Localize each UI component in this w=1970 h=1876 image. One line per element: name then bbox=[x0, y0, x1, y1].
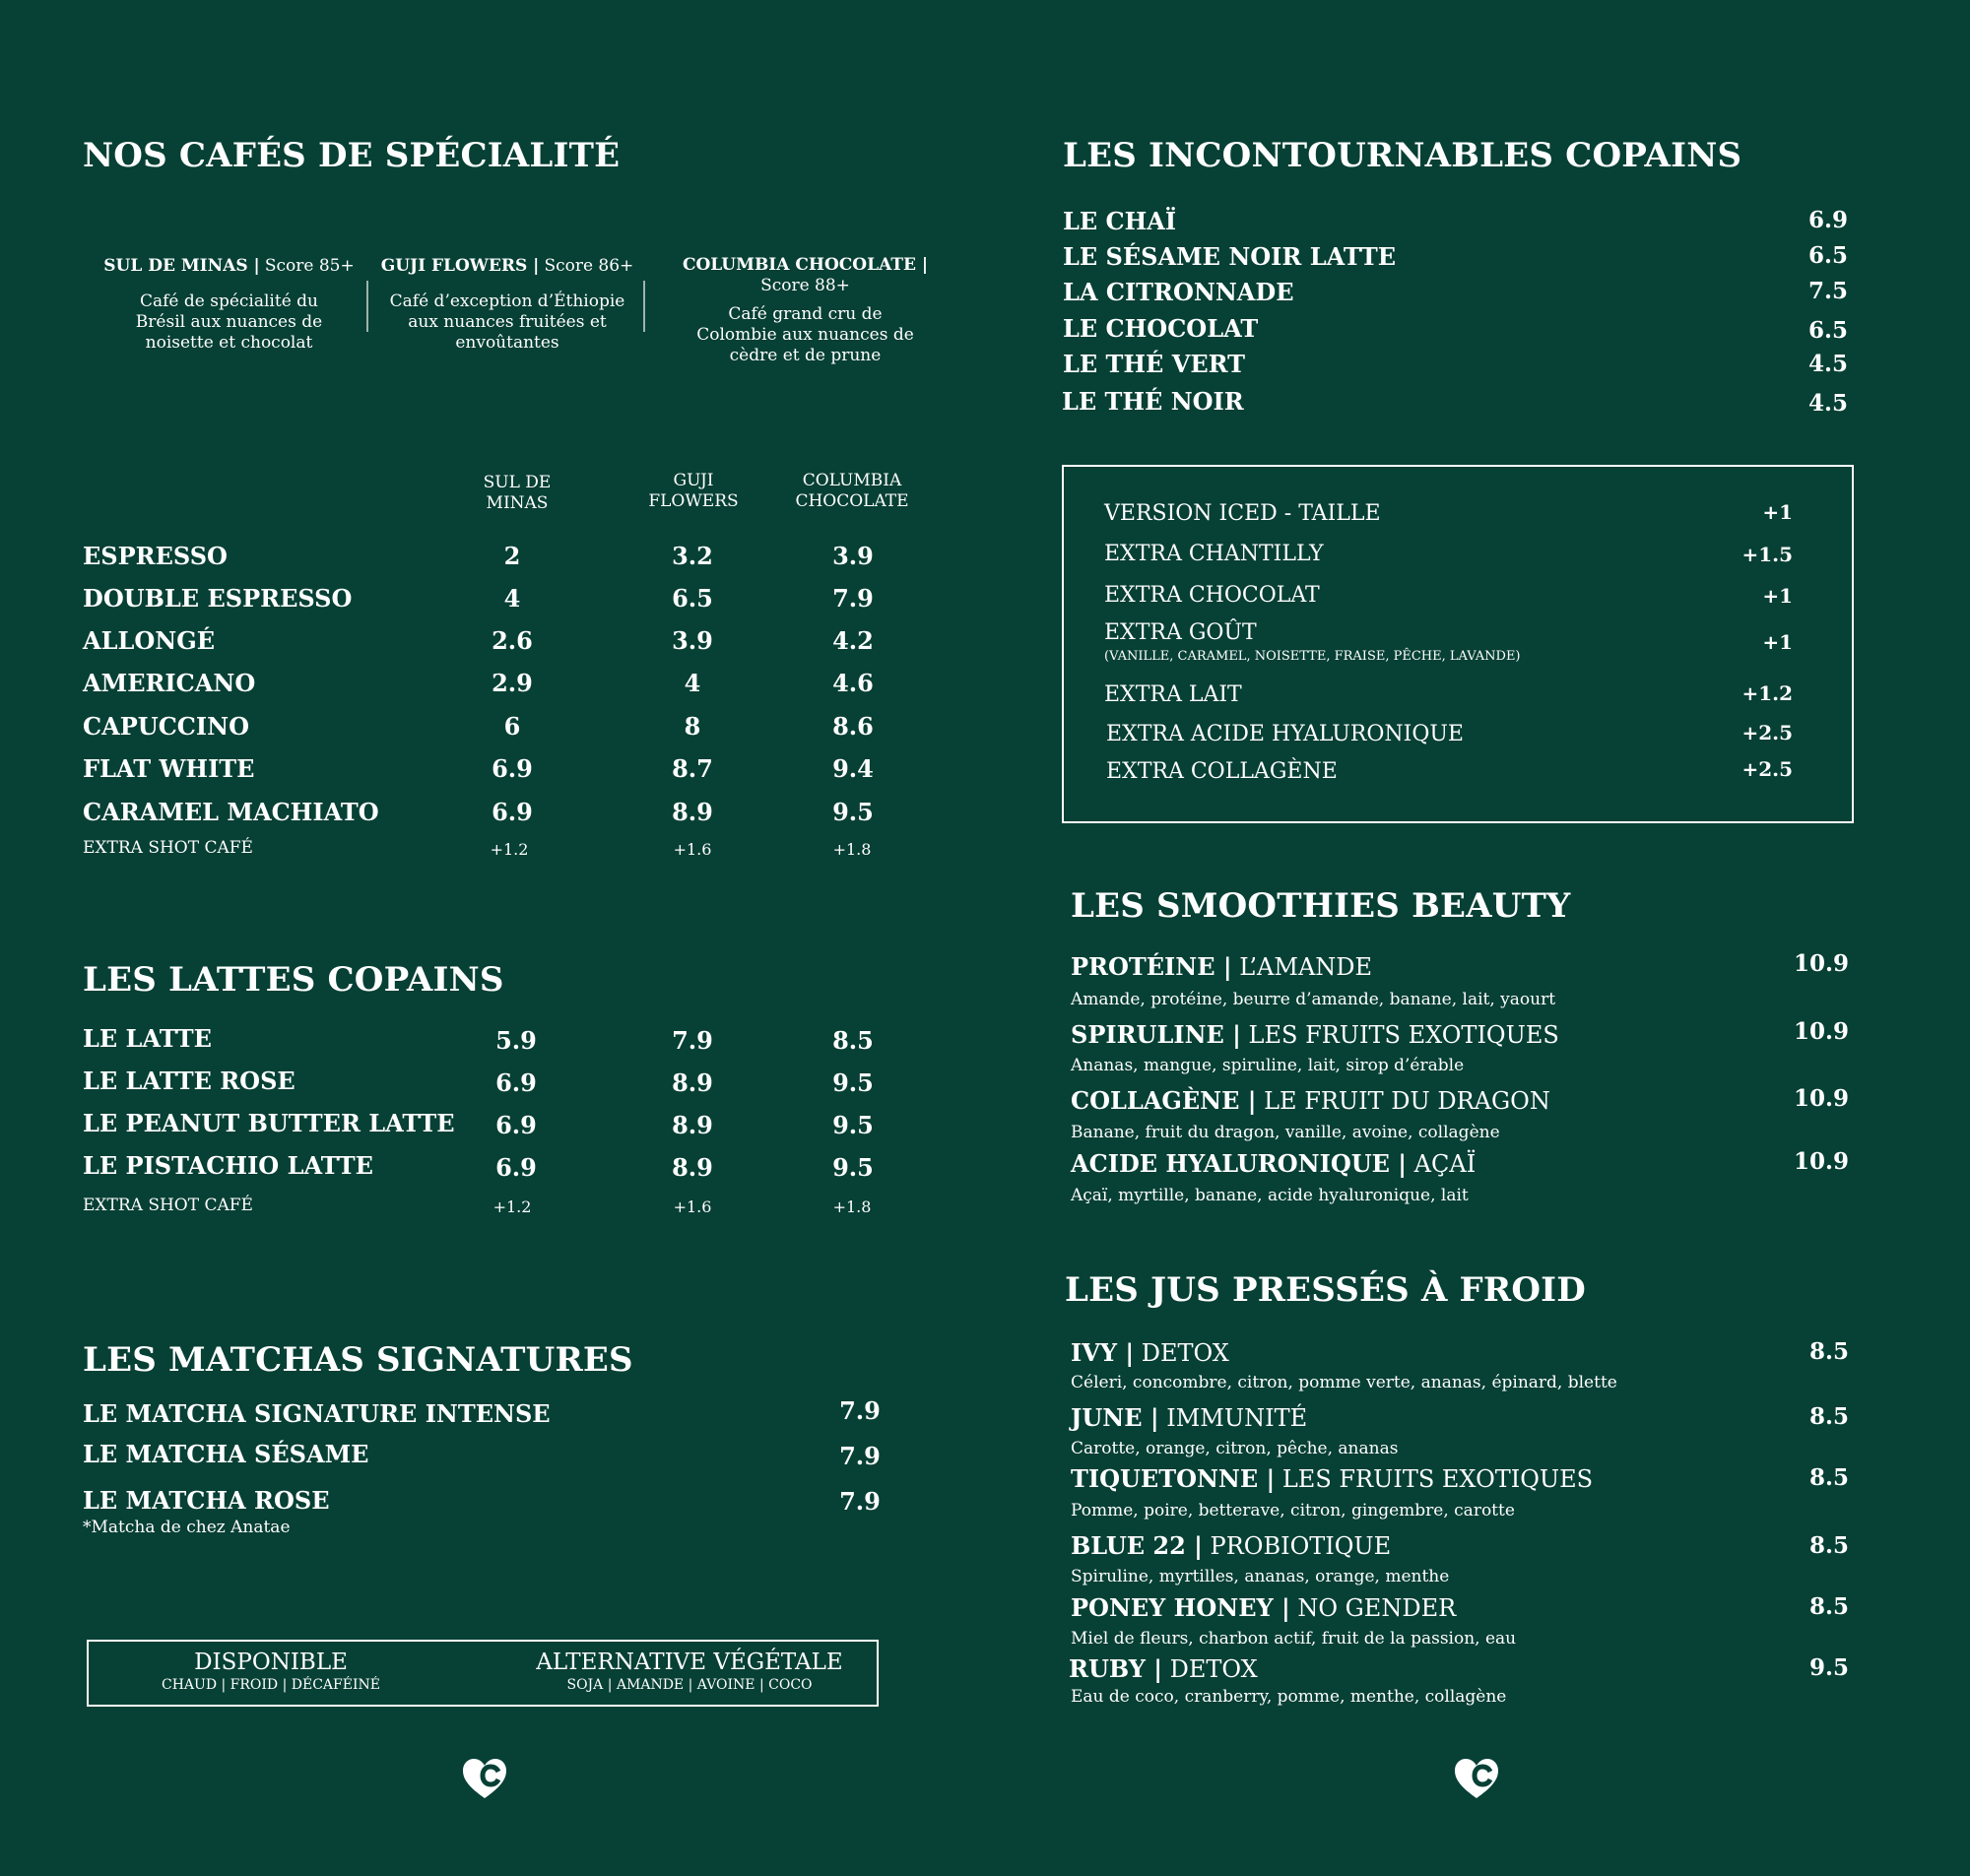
extra-name: EXTRA ACIDE HYALURONIQUE bbox=[1106, 722, 1464, 746]
smoothie-desc: Ananas, mangue, spiruline, lait, sirop d’érable bbox=[1071, 1056, 1465, 1075]
coffee-price: 8 bbox=[684, 712, 701, 741]
coffee-price: 2.9 bbox=[492, 669, 533, 697]
juice-name-bold: BLUE 22 | bbox=[1071, 1531, 1203, 1560]
latte-price: 6.9 bbox=[495, 1068, 537, 1097]
latte-price: 8.9 bbox=[672, 1153, 713, 1182]
coffee-price: 8.9 bbox=[672, 798, 713, 826]
matcha-price: 7.9 bbox=[839, 1442, 881, 1470]
coffee-price: 4 bbox=[503, 584, 521, 613]
latte-price: 9.5 bbox=[832, 1153, 874, 1182]
origin-desc-line: Colombie aux nuances de bbox=[696, 325, 914, 345]
smoothie-price: 10.9 bbox=[1793, 1085, 1849, 1112]
coffee-price: 6.9 bbox=[492, 754, 533, 783]
juice-price: 8.5 bbox=[1808, 1403, 1849, 1430]
coffee-price: 6.9 bbox=[492, 798, 533, 826]
drink-price: 6.9 bbox=[1807, 207, 1848, 233]
smoothie-name bbox=[1071, 1086, 1550, 1115]
juice-name-bold: IVY | bbox=[1071, 1338, 1135, 1367]
extra-shot-price: +1.8 bbox=[832, 1197, 872, 1216]
smoothie-desc: Amande, protéine, beurre d’amande, banane, lait, yaourt bbox=[1071, 990, 1556, 1009]
heart-c-logo-icon bbox=[1453, 1757, 1500, 1800]
smoothie-desc: Banane, fruit du dragon, vanille, avoine, collagène bbox=[1071, 1123, 1500, 1142]
origin-name: GUJI FLOWERS | bbox=[380, 256, 540, 276]
origin-name: SUL DE MINAS | bbox=[103, 256, 260, 276]
coffee-name: CARAMEL MACHIATO bbox=[83, 798, 379, 826]
juice-name-rest: IMMUNITÉ bbox=[1158, 1404, 1308, 1432]
heart-c-logo-icon bbox=[461, 1757, 508, 1800]
column-header-line: MINAS bbox=[486, 493, 549, 513]
latte-name: LE LATTE ROSE bbox=[83, 1067, 296, 1095]
juice-name-bold: RUBY | bbox=[1069, 1654, 1162, 1683]
juice-name bbox=[1071, 1338, 1229, 1367]
latte-name: LE PISTACHIO LATTE bbox=[83, 1151, 373, 1180]
coffee-price: 3.9 bbox=[672, 626, 713, 655]
drink-name: LE THÉ VERT bbox=[1063, 350, 1246, 378]
specialty-title: NOS CAFÉS DE SPÉCIALITÉ bbox=[83, 136, 621, 175]
extra-name: EXTRA LAIT bbox=[1104, 682, 1242, 707]
smoothie-name bbox=[1071, 1149, 1476, 1178]
latte-price: 6.9 bbox=[495, 1111, 537, 1139]
coffee-name: ALLONGÉ bbox=[83, 626, 216, 655]
origin-desc-line: Café d’exception d’Éthiopie bbox=[389, 291, 625, 311]
coffee-name: AMERICANO bbox=[83, 669, 256, 697]
extra-price: +1.5 bbox=[1741, 543, 1793, 566]
drink-name: LA CITRONNADE bbox=[1063, 278, 1294, 306]
drink-price: 4.5 bbox=[1807, 390, 1848, 417]
extra-shot-label: EXTRA SHOT CAFÉ bbox=[83, 1196, 253, 1215]
extra-name: VERSION ICED - TAILLE bbox=[1104, 501, 1381, 526]
juice-name bbox=[1071, 1403, 1307, 1432]
juice-name bbox=[1071, 1531, 1391, 1560]
juice-name-rest: DETOX bbox=[1134, 1339, 1229, 1367]
availability-title: DISPONIBLE bbox=[194, 1650, 348, 1675]
latte-price: 9.5 bbox=[832, 1111, 874, 1139]
coffee-name: DOUBLE ESPRESSO bbox=[83, 584, 353, 613]
smoothie-price: 10.9 bbox=[1793, 1148, 1849, 1175]
column-header-columbia-chocolate bbox=[773, 471, 931, 512]
latte-price: 9.5 bbox=[832, 1068, 874, 1097]
drink-price: 6.5 bbox=[1807, 242, 1848, 269]
extra-price: +2.5 bbox=[1741, 721, 1793, 744]
origin-score: Score 86+ bbox=[544, 256, 634, 276]
latte-price: 6.9 bbox=[495, 1153, 537, 1182]
origin-columbia-chocolate bbox=[665, 255, 946, 366]
column-header-sul-de-minas bbox=[438, 473, 596, 514]
juice-price: 8.5 bbox=[1808, 1593, 1849, 1620]
origin-desc-line: aux nuances fruitées et bbox=[408, 312, 607, 332]
coffee-price: 8.7 bbox=[672, 754, 713, 783]
latte-price: 8.9 bbox=[672, 1068, 713, 1097]
coffee-price: 6.5 bbox=[672, 584, 713, 613]
extra-shot-price: +1.6 bbox=[673, 840, 712, 859]
matcha-price: 7.9 bbox=[839, 1396, 881, 1425]
coffee-price: 9.5 bbox=[832, 798, 874, 826]
latte-price: 5.9 bbox=[495, 1026, 537, 1055]
juice-desc: Eau de coco, cranberry, pomme, menthe, collagène bbox=[1071, 1687, 1507, 1707]
extra-name: EXTRA CHANTILLY bbox=[1104, 542, 1324, 566]
juice-price: 8.5 bbox=[1808, 1532, 1849, 1559]
incontournables-title: LES INCONTOURNABLES COPAINS bbox=[1063, 136, 1742, 175]
smoothie-name-rest: AÇAÏ bbox=[1407, 1150, 1477, 1178]
juice-name-bold: JUNE | bbox=[1071, 1403, 1159, 1432]
drink-name: LE SÉSAME NOIR LATTE bbox=[1063, 242, 1397, 271]
column-header-line: COLUMBIA bbox=[802, 471, 902, 490]
juice-desc: Pomme, poire, betterave, citron, gingembre, carotte bbox=[1071, 1501, 1515, 1520]
extra-price: +1 bbox=[1762, 630, 1793, 654]
origin-desc-line: noisette et chocolat bbox=[145, 333, 313, 353]
availability-hot-cold bbox=[89, 1650, 453, 1693]
coffee-price: 4 bbox=[684, 669, 701, 697]
smoothies-title: LES SMOOTHIES BEAUTY bbox=[1071, 886, 1571, 926]
smoothie-name-bold: ACIDE HYALURONIQUE | bbox=[1071, 1149, 1408, 1178]
coffee-price: 3.9 bbox=[832, 542, 874, 570]
coffee-name: CAPUCCINO bbox=[83, 712, 249, 741]
smoothie-name bbox=[1071, 1020, 1559, 1049]
juice-name-bold: PONEY HONEY | bbox=[1071, 1593, 1290, 1622]
juice-name-bold: TIQUETONNE | bbox=[1071, 1464, 1276, 1493]
smoothie-name-bold: SPIRULINE | bbox=[1071, 1020, 1241, 1049]
extra-price: +1 bbox=[1762, 584, 1793, 608]
column-header-line: GUJI bbox=[673, 471, 714, 490]
extra-price: +2.5 bbox=[1741, 757, 1793, 781]
origin-desc-line: Brésil aux nuances de bbox=[135, 312, 323, 332]
drink-price: 6.5 bbox=[1807, 317, 1848, 344]
origin-guji-flowers bbox=[379, 255, 635, 354]
smoothie-price: 10.9 bbox=[1793, 1018, 1849, 1045]
matchas-title: LES MATCHAS SIGNATURES bbox=[83, 1340, 633, 1380]
column-header-line: SUL DE bbox=[483, 473, 552, 492]
origin-score: Score 85+ bbox=[264, 256, 355, 276]
latte-price: 7.9 bbox=[672, 1026, 713, 1055]
juice-price: 8.5 bbox=[1808, 1338, 1849, 1365]
drink-name: LE THÉ NOIR bbox=[1062, 387, 1244, 416]
availability-box bbox=[87, 1640, 879, 1707]
latte-price: 8.9 bbox=[672, 1111, 713, 1139]
origin-sul-de-minas bbox=[103, 255, 355, 354]
column-header-guji-flowers bbox=[615, 471, 772, 512]
drink-price: 7.5 bbox=[1807, 278, 1848, 304]
origin-divider bbox=[366, 281, 368, 332]
coffee-price: 9.4 bbox=[832, 754, 874, 783]
extra-flavours: (VANILLE, CARAMEL, NOISETTE, FRAISE, PÊCHE, LAVANDE) bbox=[1104, 649, 1521, 664]
origin-desc-line: Café de spécialité du bbox=[139, 291, 318, 311]
matcha-name: LE MATCHA SÉSAME bbox=[83, 1440, 369, 1468]
coffee-price: 4.2 bbox=[832, 626, 874, 655]
column-header-line: FLOWERS bbox=[648, 491, 739, 511]
juice-name-rest: DETOX bbox=[1161, 1655, 1258, 1683]
coffee-name: FLAT WHITE bbox=[83, 754, 255, 783]
smoothie-name-rest: LES FRUITS EXOTIQUES bbox=[1240, 1021, 1559, 1049]
juice-price: 9.5 bbox=[1808, 1654, 1849, 1681]
availability-subtitle: CHAUD | FROID | DÉCAFÉINÉ bbox=[162, 1677, 380, 1693]
coffee-price: 3.2 bbox=[672, 542, 713, 570]
jus-title: LES JUS PRESSÉS À FROID bbox=[1065, 1270, 1586, 1310]
juice-name-rest: PROBIOTIQUE bbox=[1202, 1532, 1392, 1560]
drink-price: 4.5 bbox=[1807, 351, 1848, 377]
latte-name: LE LATTE bbox=[83, 1024, 212, 1053]
origin-divider bbox=[643, 281, 645, 332]
smoothie-name-bold: COLLAGÈNE | bbox=[1071, 1086, 1257, 1115]
matcha-name: LE MATCHA ROSE bbox=[83, 1486, 330, 1515]
origin-desc-line: cèdre et de prune bbox=[729, 346, 882, 365]
juice-desc: Carotte, orange, citron, pêche, ananas bbox=[1071, 1439, 1399, 1458]
coffee-price: 2.6 bbox=[492, 626, 533, 655]
extra-shot-price: +1.2 bbox=[492, 1197, 532, 1216]
drink-name: LE CHAÏ bbox=[1063, 207, 1177, 235]
lattes-title: LES LATTES COPAINS bbox=[83, 960, 504, 1000]
latte-name: LE PEANUT BUTTER LATTE bbox=[83, 1109, 455, 1137]
juice-name bbox=[1069, 1654, 1258, 1683]
smoothie-desc: Açaï, myrtille, banane, acide hyaluronique, lait bbox=[1071, 1186, 1469, 1205]
coffee-price: 2 bbox=[503, 542, 521, 570]
matcha-name: LE MATCHA SIGNATURE INTENSE bbox=[83, 1399, 551, 1428]
drink-name: LE CHOCOLAT bbox=[1063, 314, 1259, 343]
extra-price: +1 bbox=[1762, 500, 1793, 524]
availability-plant-based bbox=[522, 1650, 857, 1693]
extra-shot-price: +1.2 bbox=[490, 840, 529, 859]
smoothie-name-rest: LE FRUIT DU DRAGON bbox=[1256, 1087, 1550, 1115]
smoothie-name bbox=[1071, 952, 1372, 981]
matcha-price: 7.9 bbox=[839, 1487, 881, 1516]
smoothie-name-bold: PROTÉINE | bbox=[1071, 952, 1232, 981]
juice-name bbox=[1071, 1593, 1456, 1622]
column-header-line: CHOCOLATE bbox=[795, 491, 909, 511]
origin-name: COLUMBIA CHOCOLATE | bbox=[682, 255, 929, 275]
juice-price: 8.5 bbox=[1808, 1464, 1849, 1491]
origin-desc-line: envoûtantes bbox=[455, 333, 559, 353]
extra-price: +1.2 bbox=[1741, 681, 1793, 705]
extra-shot-price: +1.8 bbox=[832, 840, 872, 859]
juice-desc: Miel de fleurs, charbon actif, fruit de la passion, eau bbox=[1071, 1629, 1517, 1649]
coffee-name: ESPRESSO bbox=[83, 542, 228, 570]
extra-name: EXTRA CHOCOLAT bbox=[1104, 583, 1320, 608]
extra-name: EXTRA GOÛT bbox=[1104, 620, 1257, 645]
juice-name-rest: NO GENDER bbox=[1289, 1594, 1457, 1622]
extra-shot-label: EXTRA SHOT CAFÉ bbox=[83, 838, 253, 858]
matcha-note: *Matcha de chez Anatae bbox=[83, 1518, 291, 1537]
availability-title: ALTERNATIVE VÉGÉTALE bbox=[536, 1650, 843, 1675]
coffee-price: 6 bbox=[503, 712, 521, 741]
availability-subtitle: SOJA | AMANDE | AVOINE | COCO bbox=[566, 1677, 813, 1693]
origin-score: Score 88+ bbox=[760, 276, 850, 295]
juice-desc: Spiruline, myrtilles, ananas, orange, menthe bbox=[1071, 1567, 1450, 1586]
coffee-price: 8.6 bbox=[832, 712, 874, 741]
origin-desc-line: Café grand cru de bbox=[728, 304, 883, 324]
juice-name bbox=[1071, 1464, 1593, 1493]
smoothie-name-rest: L’AMANDE bbox=[1231, 953, 1373, 981]
juice-name-rest: LES FRUITS EXOTIQUES bbox=[1275, 1465, 1594, 1493]
smoothie-price: 10.9 bbox=[1793, 950, 1849, 977]
coffee-price: 7.9 bbox=[832, 584, 874, 613]
latte-price: 8.5 bbox=[832, 1026, 874, 1055]
coffee-price: 4.6 bbox=[832, 669, 874, 697]
extra-name: EXTRA COLLAGÈNE bbox=[1106, 759, 1338, 784]
extra-shot-price: +1.6 bbox=[673, 1197, 712, 1216]
juice-desc: Céleri, concombre, citron, pomme verte, ananas, épinard, blette bbox=[1071, 1373, 1617, 1392]
extras-box bbox=[1062, 465, 1854, 823]
